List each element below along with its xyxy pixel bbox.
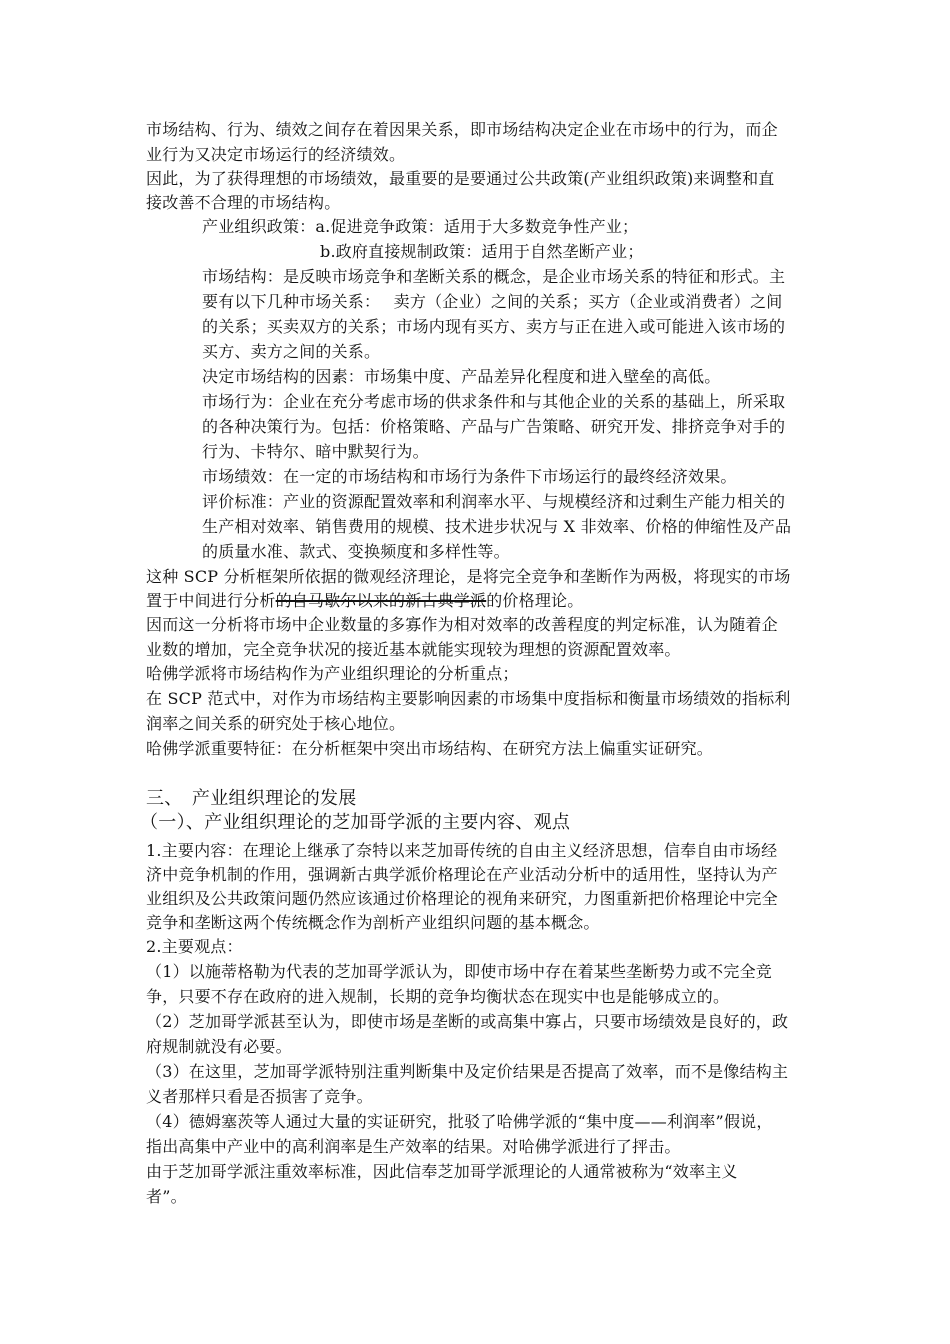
determinants-line: 决定市场结构的因素：市场集中度、产品差异化程度和进入壁垒的高低。 xyxy=(202,367,721,386)
market-conduct-line: 行为、卡特尔、暗中默契行为。 xyxy=(202,442,429,461)
scp-theory-text: 置于中间进行分析 xyxy=(146,591,276,610)
view-line: （1）以施蒂格勒为代表的芝加哥学派认为，即使市场中存在着某些垄断势力或不完全竞 xyxy=(146,962,772,981)
section-subtitle: （一）、产业组织理论的芝加哥学派的主要内容、观点 xyxy=(140,812,571,833)
market-structure-line: 买方、卖方之间的关系。 xyxy=(202,342,381,361)
main-content-line: 济中竞争机制的作用，强调新古典学派价格理论在产业活动分析中的适用性，坚持认为产 xyxy=(146,865,778,884)
view-line: 指出高集中产业中的高利润率是生产效率的结果。对哈佛学派进行了抨击。 xyxy=(146,1137,681,1156)
market-performance-line: 市场绩效：在一定的市场结构和市场行为条件下市场运行的最终经济效果。 xyxy=(202,467,737,486)
paragraph-line: 业行为又决定市场运行的经济绩效。 xyxy=(146,145,406,164)
main-content-line: 竞争和垄断这两个传统概念作为剖析产业组织问题的基本概念。 xyxy=(146,913,600,932)
market-structure-line: 要有以下几种市场关系： 卖方（企业）之间的关系；买方（企业或消费者）之间 xyxy=(202,292,783,311)
efficiency-line: 因而这一分析将市场中企业数量的多寡作为相对效率的改善程度的判定标准，认为随着企 xyxy=(146,615,778,634)
view-line: （4）德姆塞茨等人通过大量的实证研究，批驳了哈佛学派的“集中度——利润率”假说， xyxy=(146,1112,773,1131)
view-line: （2）芝加哥学派甚至认为，即使市场是垄断的或高集中寡占，只要市场绩效是良好的，政 xyxy=(146,1012,789,1031)
conclusion-line: 由于芝加哥学派注重效率标准，因此信奉芝加哥学派理论的人通常被称为“效率主义 xyxy=(146,1162,738,1181)
harvard-features-line: 哈佛学派重要特征：在分析框架中突出市场结构、在研究方法上偏重实证研究。 xyxy=(146,739,714,758)
evaluation-line: 评价标准：产业的资源配置效率和利润率水平、与规模经济和过剩生产能力相关的 xyxy=(202,492,786,511)
evaluation-line: 生产相对效率、销售费用的规模、技术进步状况与 X 非效率、价格的伸缩性及产品 xyxy=(202,517,792,536)
scp-theory-line xyxy=(146,590,583,612)
paragraph-line: 接改善不合理的市场结构。 xyxy=(146,193,341,212)
conclusion-line: 者”。 xyxy=(146,1187,187,1206)
paragraph-line: 因此，为了获得理想的市场绩效，最重要的是要通过公共政策(产业组织政策)来调整和直 xyxy=(146,169,775,188)
main-views-label: 2.主要观点： xyxy=(146,937,243,956)
market-conduct-line: 市场行为：企业在充分考虑市场的供求条件和与其他企业的关系的基础上，所采取 xyxy=(202,392,786,411)
view-line: 义者那样只看是否损害了竞争。 xyxy=(146,1087,373,1106)
view-line: 府规制就没有必要。 xyxy=(146,1037,292,1056)
policy-line-a: 产业组织政策：a.促进竞争政策：适用于大多数竞争性产业； xyxy=(202,217,639,236)
efficiency-line: 业数的增加，完全竞争状况的接近基本就能实现较为理想的资源配置效率。 xyxy=(146,640,681,659)
main-content-line: 1.主要内容：在理论上继承了奈特以来芝加哥传统的自由主义经济思想，信奉自由市场经 xyxy=(146,841,778,860)
policy-line-b: b.政府直接规制政策：适用于自然垄断产业； xyxy=(320,242,644,261)
view-line: 争，只要不存在政府的进入规制，长期的竞争均衡状态在现实中也是能够成立的。 xyxy=(146,987,730,1006)
scp-core-line: 在 SCP 范式中，对作为市场结构主要影响因素的市场集中度指标和衡量市场绩效的指标利 xyxy=(146,689,791,708)
deleted-text: 的自马歇尔以来的新古典学派 xyxy=(275,591,487,610)
scp-theory-line: 这种 SCP 分析框架所依据的微观经济理论，是将完全竞争和垄断作为两极，将现实的市场 xyxy=(146,567,791,586)
harvard-focus-line: 哈佛学派将市场结构作为产业组织理论的分析重点； xyxy=(146,664,519,683)
scp-core-line: 润率之间关系的研究处于核心地位。 xyxy=(146,714,406,733)
main-content-line: 业组织及公共政策问题仍然应该通过价格理论的视角来研究，力图重新把价格理论中完全 xyxy=(146,889,778,908)
paragraph-line: 市场结构、行为、绩效之间存在着因果关系，即市场结构决定企业在市场中的行为，而企 xyxy=(146,120,778,139)
view-line: （3）在这里，芝加哥学派特别注重判断集中及定价结果是否提高了效率，而不是像结构主 xyxy=(146,1062,789,1081)
market-structure-line: 市场结构：是反映市场竞争和垄断关系的概念，是企业市场关系的特征和形式。主 xyxy=(202,267,786,286)
section-title: 三、 产业组织理论的发展 xyxy=(146,788,357,809)
evaluation-line: 的质量水准、款式、变换频度和多样性等。 xyxy=(202,542,510,561)
scp-theory-text: 的价格理论。 xyxy=(486,591,584,610)
market-structure-line: 的关系；买卖双方的关系；市场内现有买方、卖方与正在进入或可能进入该市场的 xyxy=(202,317,786,336)
market-conduct-line: 的各种决策行为。包括：价格策略、产品与广告策略、研究开发、排挤竞争对手的 xyxy=(202,417,786,436)
